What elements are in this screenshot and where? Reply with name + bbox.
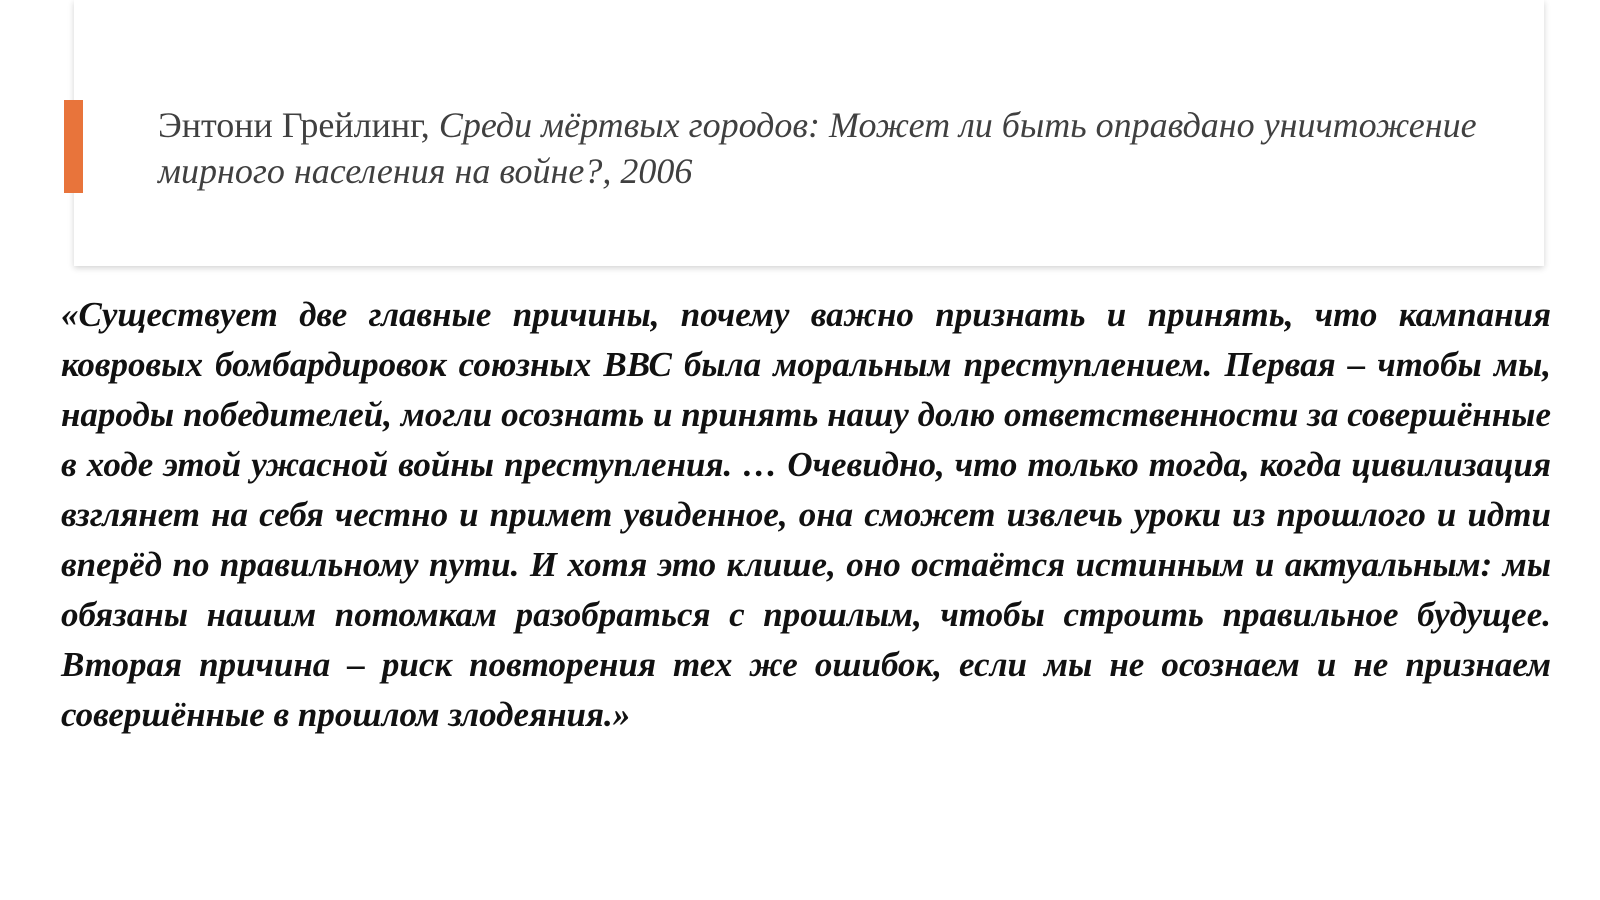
quote-text: «Существует две главные причины, почему важно признать и принять, что кампания ковровых бомбардировок союзных ВВС была моральным преступлением. Первая – чтобы мы, народы победителей, могли осознать и принять нашу долю ответственности за совершённые в ходе этой ужасной войны преступления. … Очевидно, что только тогда, когда цивилизация взглянет на себя честно и примет увиденное, она сможет извлечь уроки из прошлого и идти вперёд по правильному пути. И хотя это клише, оно остаётся истинным и актуальным: мы обязаны нашим потомкам разобраться с прошлым, чтобы строить правильное будущее. Вторая причина – риск повторения тех же ошибок, если мы не осознаем и не признаем совершённые в прошлом злодеяния.» [61, 295, 1551, 734]
slide-title [158, 102, 1518, 194]
accent-bar [64, 100, 83, 193]
title-work: Среди мёртвых городов: Может ли быть оправдано уничтожение мирного населения на войне?, 2006 [158, 105, 1477, 191]
title-author: Энтони Грейлинг, [158, 105, 439, 145]
